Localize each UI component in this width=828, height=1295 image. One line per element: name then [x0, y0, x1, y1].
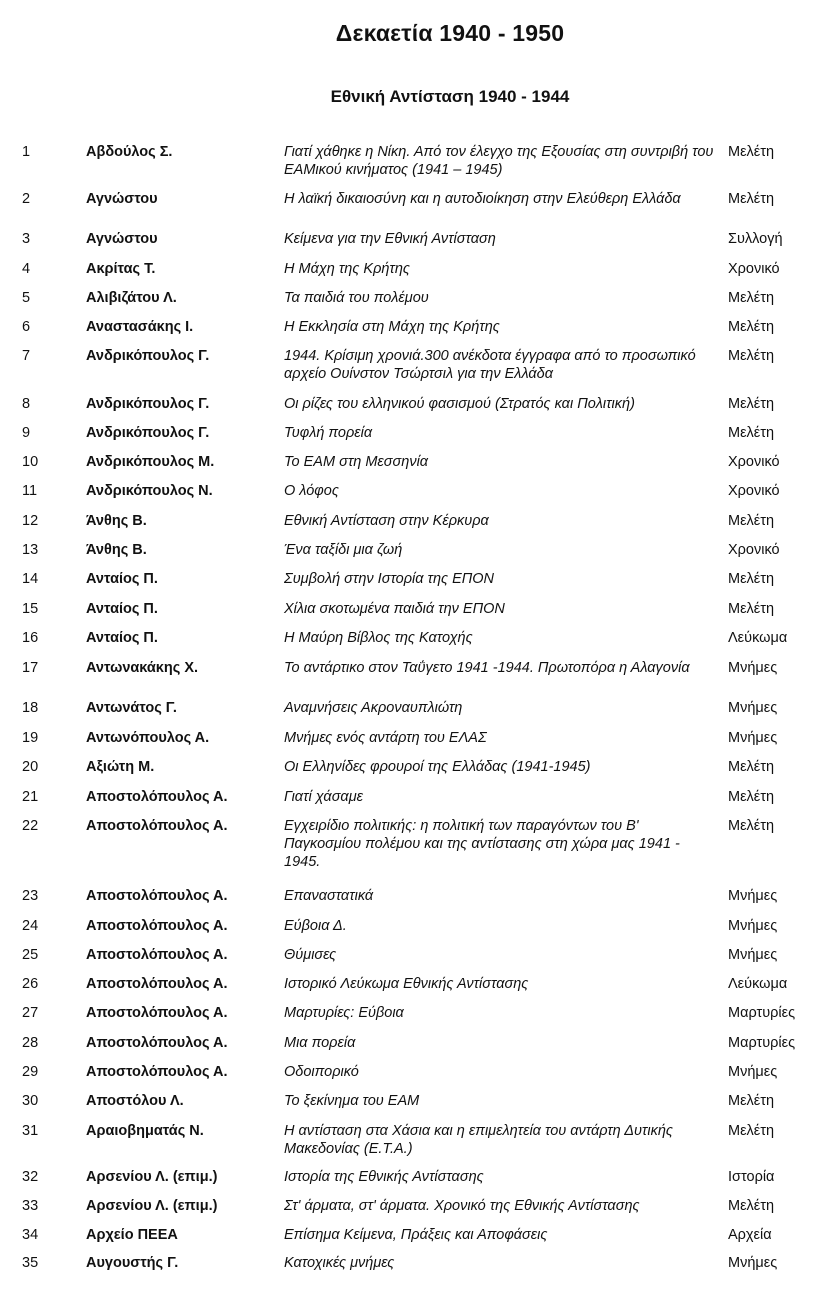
entry-type: Μελέτη — [728, 759, 775, 775]
entry-author: Αποστόλου Λ. — [86, 1093, 184, 1109]
entry-title: Μνήμες ενός αντάρτη του ΕΛΑΣ — [284, 730, 487, 746]
entry-number: 35 — [22, 1255, 39, 1271]
list-item — [0, 289, 828, 309]
list-item — [0, 699, 828, 719]
entry-type: Χρονικό — [728, 454, 780, 470]
entry-type: Χρονικό — [728, 483, 780, 499]
entry-title: Εγχειρίδιο πολιτικής: η πολιτική των παραγόντων του Β' Παγκοσμίου πολέμου και της αντίστασης στη χώρα μας 1941 - 1945. — [284, 818, 680, 870]
entry-type: Μνήμες — [728, 700, 778, 716]
entry-type: Μελέτη — [728, 425, 775, 441]
entry-title: Το ξεκίνημα του ΕΑΜ — [284, 1093, 420, 1109]
list-item — [0, 453, 828, 473]
entry-title: Αναμνήσεις Ακροναυπλιώτη — [284, 700, 463, 716]
entry-type: Μνήμες — [728, 730, 778, 746]
entry-title: Επίσημα Κείμενα, Πράξεις και Αποφάσεις — [284, 1227, 548, 1243]
entry-type: Λεύκωμα — [728, 976, 788, 992]
list-item — [0, 260, 828, 280]
entry-number: 31 — [22, 1123, 39, 1139]
entry-number: 20 — [22, 759, 39, 775]
entry-author: Ανταίος Π. — [86, 601, 158, 617]
entry-author: Αποστολόπουλος Α. — [86, 1035, 228, 1051]
list-item — [0, 143, 828, 178]
entry-author: Αποστολόπουλος Α. — [86, 789, 228, 805]
list-item — [0, 541, 828, 561]
entry-title: Τα παιδιά του πολέμου — [284, 290, 429, 306]
entry-author: Αποστολόπουλος Α. — [86, 976, 228, 992]
entry-type: Μνήμες — [728, 947, 778, 963]
entry-type: Χρονικό — [728, 542, 780, 558]
entry-number: 21 — [22, 789, 39, 805]
entry-title: Οδοιπορικό — [284, 1064, 359, 1080]
entry-author: Ανδρικόπουλος Γ. — [86, 425, 210, 441]
entry-author: Ανδρικόπουλος Μ. — [86, 454, 215, 470]
list-item — [0, 817, 828, 870]
entry-title: Στ' άρματα, στ' άρματα. Χρονικό της Εθνικής Αντίστασης — [284, 1198, 640, 1214]
entry-type: Χρονικό — [728, 261, 780, 277]
entry-number: 23 — [22, 888, 39, 904]
entry-title: Κείμενα για την Εθνική Αντίσταση — [284, 231, 496, 247]
list-item — [0, 1092, 828, 1112]
list-item — [0, 347, 828, 382]
entry-number: 17 — [22, 660, 39, 676]
list-item — [0, 887, 828, 907]
entry-number: 29 — [22, 1064, 39, 1080]
section-subtitle: Εθνική Αντίσταση 1940 - 1944 — [330, 87, 570, 106]
entry-author: Αραιοβηματάς Ν. — [86, 1123, 204, 1139]
entry-author: Ανδρικόπουλος Γ. — [86, 348, 210, 364]
entry-author: Αυγουστής Γ. — [86, 1255, 179, 1271]
entry-number: 8 — [22, 396, 31, 412]
entry-title: Οι ρίζες του ελληνικού φασισμού (Στρατός και Πολιτική) — [284, 396, 635, 412]
entry-author: Ανδρικόπουλος Γ. — [86, 396, 210, 412]
list-item — [0, 1063, 828, 1083]
list-item — [0, 318, 828, 338]
entry-author: Αρχείο ΠΕΕΑ — [86, 1227, 178, 1243]
entry-number: 32 — [22, 1169, 39, 1185]
entry-title: 1944. Κρίσιμη χρονιά.300 ανέκδοτα έγγραφα από το προσωπικό αρχείο Ουίνστον Τσώρτσιλ για την Ελλάδα — [284, 348, 696, 382]
entry-number: 1 — [22, 144, 31, 160]
entry-title: Μια πορεία — [284, 1035, 356, 1051]
entry-number: 13 — [22, 542, 39, 558]
entry-author: Αντωνόπουλος Α. — [86, 730, 210, 746]
entry-author: Αξιώτη Μ. — [86, 759, 155, 775]
entry-author: Αρσενίου Λ. (επιμ.) — [86, 1198, 218, 1214]
entry-number: 34 — [22, 1227, 39, 1243]
entry-number: 25 — [22, 947, 39, 963]
entry-type: Μελέτη — [728, 601, 775, 617]
entry-author: Αποστολόπουλος Α. — [86, 1005, 228, 1021]
entry-title: Ο λόφος — [284, 483, 339, 499]
entry-type: Μελέτη — [728, 319, 775, 335]
entry-title: Οι Ελληνίδες φρουροί της Ελλάδας (1941-1945) — [284, 759, 591, 775]
list-item — [0, 1226, 828, 1246]
entry-author: Αναστασάκης Ι. — [86, 319, 194, 335]
entry-number: 3 — [22, 231, 31, 247]
entry-title: Συμβολή στην Ιστορία της ΕΠΟΝ — [284, 571, 495, 587]
entry-type: Μαρτυρίες — [728, 1005, 796, 1021]
entry-type: Μνήμες — [728, 660, 778, 676]
list-item — [0, 512, 828, 532]
entry-title: Η αντίσταση στα Χάσια και η επιμελητεία του αντάρτη Δυτικής Μακεδονίας (Ε.Τ.Α.) — [284, 1123, 673, 1157]
entry-type: Λεύκωμα — [728, 630, 788, 646]
entry-number: 16 — [22, 630, 39, 646]
entry-title: Γιατί χάθηκε η Νίκη. Από τον έλεγχο της Εξουσίας στη συντριβή του ΕΑΜικού κινήματος (1941 – 1945) — [284, 144, 714, 178]
entry-title: Η Μάχη της Κρήτης — [284, 261, 410, 277]
entry-number: 11 — [22, 483, 38, 499]
entry-number: 6 — [22, 319, 31, 335]
entry-title: Εύβοια Δ. — [284, 918, 347, 934]
list-item — [0, 1034, 828, 1054]
entry-author: Αντωνάτος Γ. — [86, 700, 177, 716]
list-item — [0, 1168, 828, 1188]
list-item — [0, 190, 828, 210]
entry-type: Μελέτη — [728, 571, 775, 587]
entry-type: Μελέτη — [728, 290, 775, 306]
entry-type: Μελέτη — [728, 1093, 775, 1109]
entry-type: Μελέτη — [728, 144, 775, 160]
entry-number: 19 — [22, 730, 39, 746]
entry-title: Μαρτυρίες: Εύβοια — [284, 1005, 404, 1021]
entry-author: Αγνώστου — [86, 191, 158, 207]
entry-number: 4 — [22, 261, 31, 277]
entry-author: Αποστολόπουλος Α. — [86, 818, 228, 834]
entry-title: Τυφλή πορεία — [284, 425, 373, 441]
entry-number: 2 — [22, 191, 31, 207]
entry-title: Ένα ταξίδι μια ζωή — [284, 542, 403, 558]
entry-author: Αρσενίου Λ. (επιμ.) — [86, 1169, 218, 1185]
list-item — [0, 1122, 828, 1157]
list-item — [0, 659, 828, 679]
entry-number: 33 — [22, 1198, 39, 1214]
list-item — [0, 946, 828, 966]
entry-type: Μελέτη — [728, 1123, 775, 1139]
entry-type: Μελέτη — [728, 348, 775, 364]
entry-type: Ιστορία — [728, 1169, 775, 1185]
entry-number: 15 — [22, 601, 39, 617]
entry-author: Ανταίος Π. — [86, 630, 158, 646]
list-item — [0, 788, 828, 808]
entry-number: 26 — [22, 976, 39, 992]
entry-number: 12 — [22, 513, 39, 529]
entry-number: 7 — [22, 348, 31, 364]
list-item — [0, 917, 828, 937]
entry-title: Εθνική Αντίσταση στην Κέρκυρα — [284, 513, 489, 529]
entry-type: Μελέτη — [728, 191, 775, 207]
entry-type: Μαρτυρίες — [728, 1035, 796, 1051]
list-item — [0, 758, 828, 778]
entry-title: Το ΕΑΜ στη Μεσσηνία — [284, 454, 429, 470]
entry-title: Το αντάρτικο στον Ταΰγετο 1941 -1944. Πρωτοπόρα η Αλαγονία — [284, 660, 690, 676]
list-item — [0, 629, 828, 649]
entry-type: Μνήμες — [728, 1255, 778, 1271]
list-item — [0, 230, 828, 250]
list-item — [0, 1197, 828, 1217]
entry-number: 5 — [22, 290, 31, 306]
entry-title: Η Μαύρη Βίβλος της Κατοχής — [284, 630, 473, 646]
list-item — [0, 1254, 828, 1274]
entry-author: Αντωνακάκης Χ. — [86, 660, 199, 676]
entry-author: Αποστολόπουλος Α. — [86, 918, 228, 934]
list-item — [0, 600, 828, 620]
entry-title: Ιστορία της Εθνικής Αντίστασης — [284, 1169, 484, 1185]
page-title: Δεκαετία 1940 - 1950 — [335, 20, 565, 46]
entry-author: Αποστολόπουλος Α. — [86, 1064, 228, 1080]
list-item — [0, 424, 828, 444]
entry-type: Μνήμες — [728, 888, 778, 904]
entry-title: Η Εκκλησία στη Μάχη της Κρήτης — [284, 319, 500, 335]
entry-author: Άνθης Β. — [86, 513, 147, 529]
entry-type: Μνήμες — [728, 918, 778, 934]
entry-type: Μνήμες — [728, 1064, 778, 1080]
entry-title: Κατοχικές μνήμες — [284, 1255, 395, 1271]
entry-number: 14 — [22, 571, 39, 587]
entry-author: Ακρίτας Τ. — [86, 261, 156, 277]
entry-number: 28 — [22, 1035, 39, 1051]
entry-number: 30 — [22, 1093, 39, 1109]
entry-author: Αλιβιζάτου Λ. — [86, 290, 177, 306]
entry-author: Ανδρικόπουλος Ν. — [86, 483, 213, 499]
list-item — [0, 482, 828, 502]
list-item — [0, 570, 828, 590]
entry-type: Μελέτη — [728, 396, 775, 412]
entry-number: 10 — [22, 454, 39, 470]
entry-type: Μελέτη — [728, 1198, 775, 1214]
entry-title: Η λαϊκή δικαιοσύνη και η αυτοδιοίκηση στην Ελεύθερη Ελλάδα — [284, 191, 681, 207]
entry-type: Μελέτη — [728, 818, 775, 834]
entry-number: 18 — [22, 700, 39, 716]
entry-title: Θύμισες — [284, 947, 337, 963]
list-item — [0, 395, 828, 415]
entry-author: Αγνώστου — [86, 231, 158, 247]
entry-title: Ιστορικό Λεύκωμα Εθνικής Αντίστασης — [284, 976, 529, 992]
list-item — [0, 729, 828, 749]
entry-title: Επαναστατικά — [284, 888, 374, 904]
entry-title: Γιατί χάσαμε — [284, 789, 364, 805]
entry-type: Συλλογή — [728, 231, 783, 247]
entry-author: Άνθης Β. — [86, 542, 147, 558]
list-item — [0, 1004, 828, 1024]
entry-number: 24 — [22, 918, 39, 934]
list-item — [0, 975, 828, 995]
entry-number: 22 — [22, 818, 39, 834]
entry-title: Χίλια σκοτωμένα παιδιά την ΕΠΟΝ — [284, 601, 505, 617]
entry-author: Ανταίος Π. — [86, 571, 158, 587]
entry-author: Αποστολόπουλος Α. — [86, 888, 228, 904]
entry-number: 27 — [22, 1005, 39, 1021]
entry-type: Μελέτη — [728, 513, 775, 529]
entry-author: Αβδούλος Σ. — [86, 144, 173, 160]
entry-type: Αρχεία — [728, 1227, 772, 1243]
entry-number: 9 — [22, 425, 31, 441]
entry-author: Αποστολόπουλος Α. — [86, 947, 228, 963]
entry-type: Μελέτη — [728, 789, 775, 805]
